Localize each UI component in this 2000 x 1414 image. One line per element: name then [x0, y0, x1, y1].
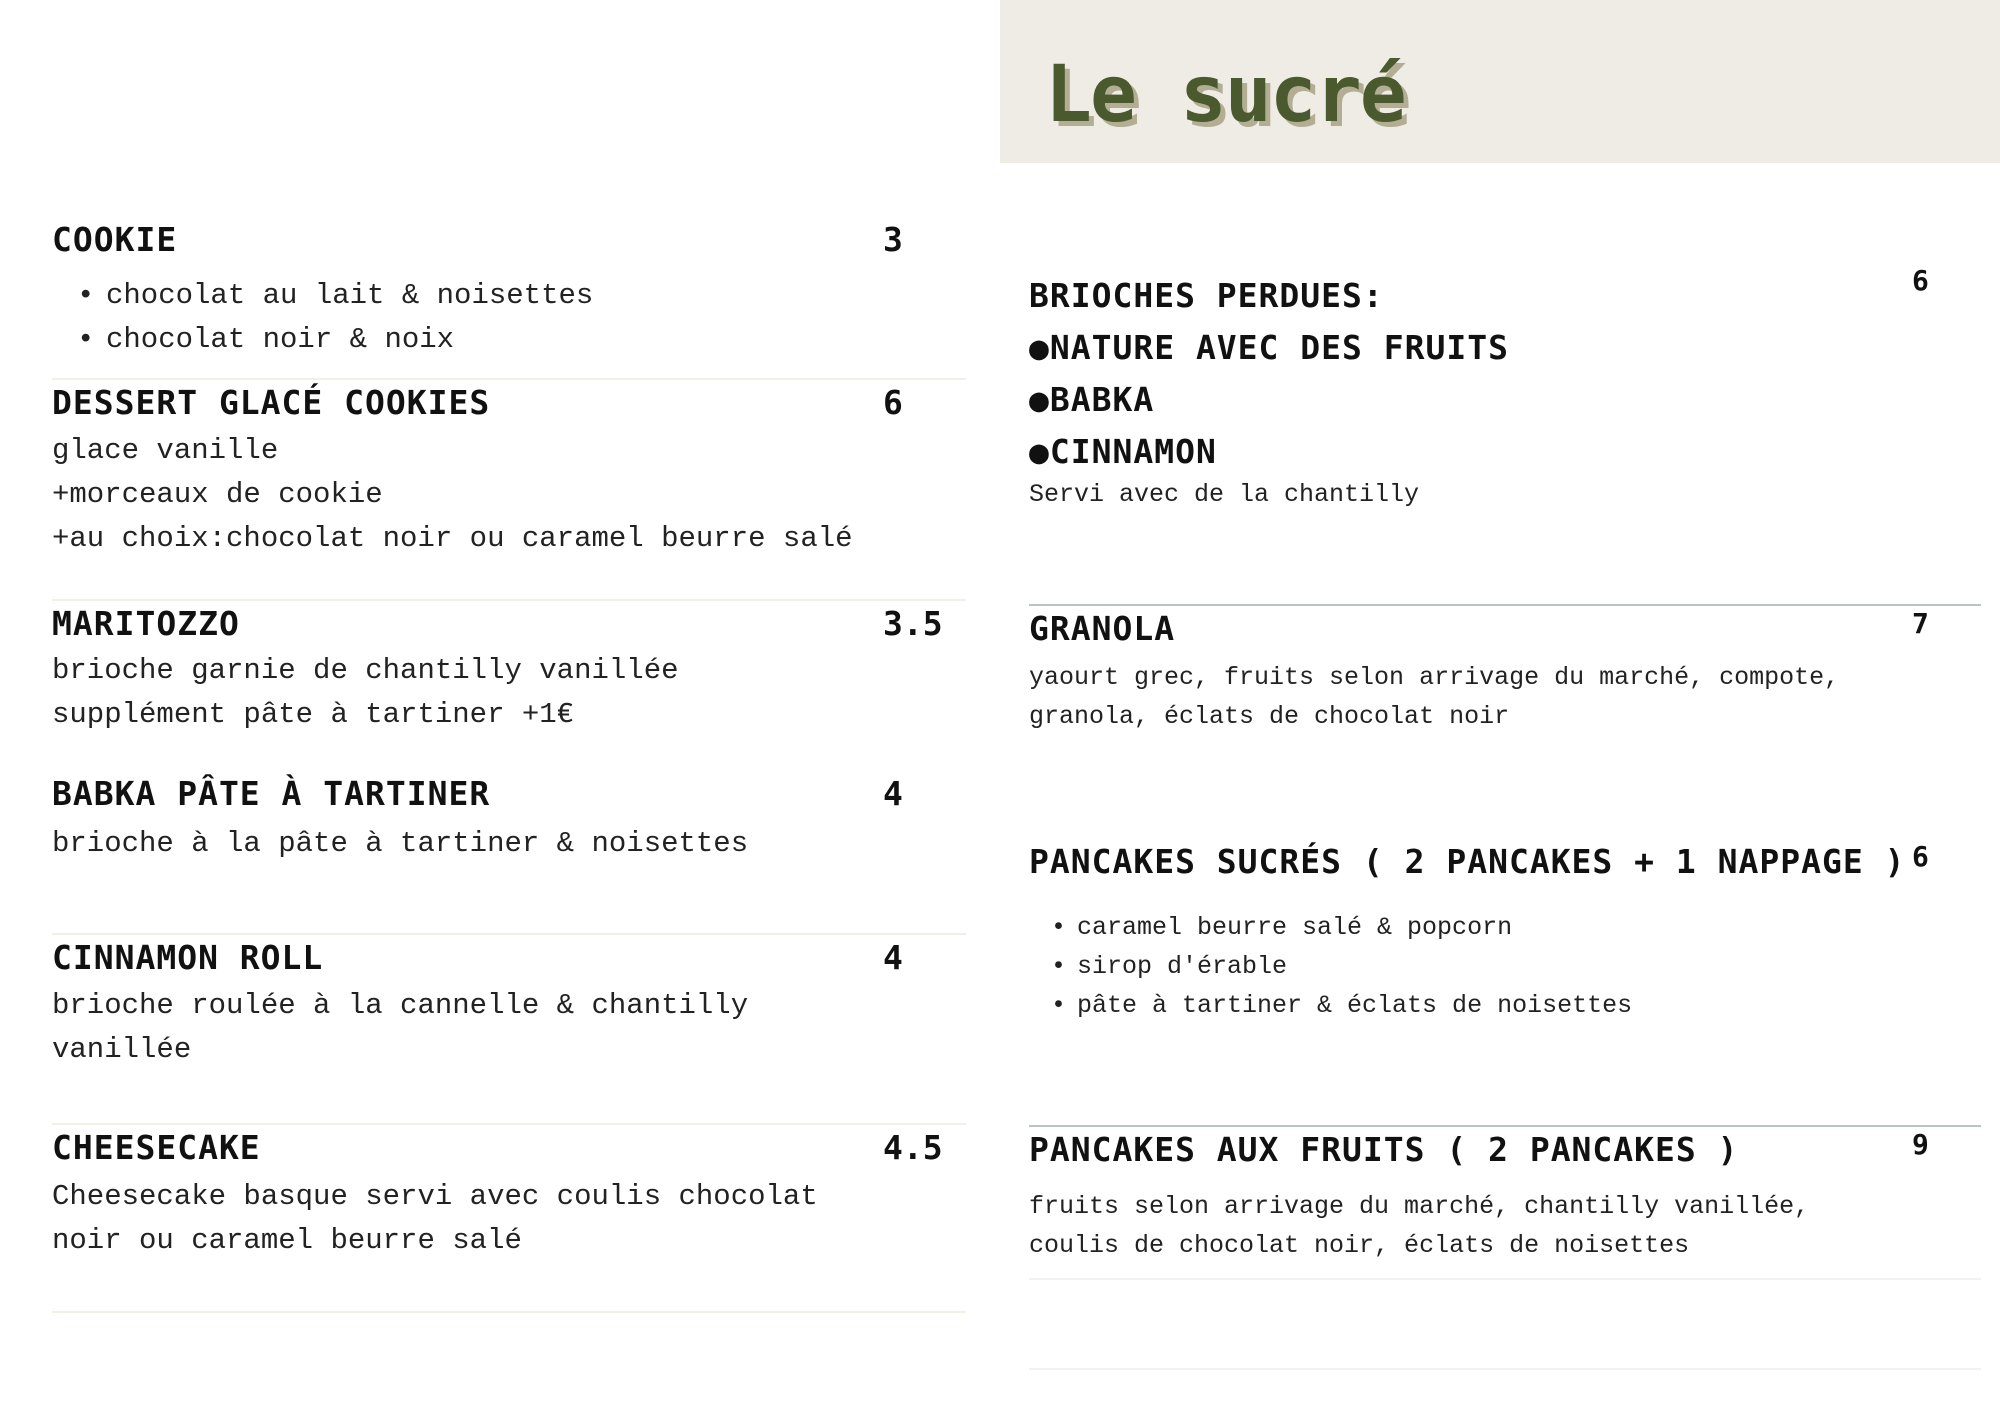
item-name [1029, 270, 1509, 478]
item-price: 6 [1912, 840, 1929, 873]
item-name: CINNAMON ROLL [52, 938, 324, 977]
divider [1029, 1125, 1981, 1127]
item-description [1029, 475, 1419, 514]
item-name: CHEESECAKE [52, 1128, 261, 1167]
item-description [52, 429, 853, 561]
divider [52, 378, 966, 380]
list-item: • caramel beurre salé & popcorn [1029, 908, 1632, 947]
divider [52, 933, 966, 935]
description-line: +au choix:chocolat noir ou caramel beurre salé [52, 522, 853, 555]
item-price: 4 [883, 938, 903, 977]
list-item: • chocolat noir & noix [52, 318, 593, 362]
description-line: brioche à la pâte à tartiner & noisettes [52, 827, 749, 860]
list-item: • sirop d'érable [1029, 947, 1632, 986]
item-description [52, 984, 748, 1072]
item-options [52, 274, 593, 362]
item-name: DESSERT GLACÉ COOKIES [52, 383, 491, 422]
description-line: brioche garnie de chantilly vanillée [52, 654, 679, 687]
item-price: 6 [883, 383, 903, 422]
description-line: Cheesecake basque servi avec coulis chocolat [52, 1180, 818, 1213]
description-line: supplément pâte à tartiner +1€ [52, 698, 575, 731]
item-name-line: ●NATURE AVEC DES FRUITS [1029, 328, 1509, 367]
divider [52, 599, 966, 601]
description-line: yaourt grec, fruits selon arrivage du marché, compote, [1029, 663, 1840, 692]
item-price: 3 [883, 220, 903, 259]
item-price: 4.5 [883, 1128, 943, 1167]
description-line: vanillée [52, 1033, 192, 1066]
item-name-line: BRIOCHES PERDUES: [1029, 276, 1384, 315]
divider [1029, 1278, 1981, 1280]
item-description [1029, 658, 1839, 736]
item-price: 4 [883, 774, 903, 813]
list-item: • pâte à tartiner & éclats de noisettes [1029, 986, 1632, 1025]
description-line: glace vanille [52, 434, 279, 467]
divider [1029, 604, 1981, 606]
item-name: COOKIE [52, 220, 178, 259]
list-item: • chocolat au lait & noisettes [52, 274, 593, 318]
item-name: PANCAKES SUCRÉS ( 2 PANCAKES + 1 NAPPAGE ) [1029, 842, 1906, 881]
item-price: 6 [1912, 264, 1929, 297]
item-price: 7 [1912, 607, 1929, 640]
description-line: brioche roulée à la cannelle & chantilly [52, 989, 749, 1022]
item-name: PANCAKES AUX FRUITS ( 2 PANCAKES ) [1029, 1130, 1739, 1169]
item-description [52, 1175, 818, 1263]
item-description [1029, 1187, 1809, 1265]
item-name-line: ●CINNAMON [1029, 432, 1217, 471]
item-price: 9 [1912, 1128, 1929, 1161]
description-line: granola, éclats de chocolat noir [1029, 702, 1510, 731]
page-title: Le sucré [1045, 50, 1405, 140]
item-options [1029, 908, 1632, 1025]
item-name: BABKA PÂTE À TARTINER [52, 774, 491, 813]
item-name: MARITOZZO [52, 604, 240, 643]
item-name-line: ●BABKA [1029, 380, 1155, 419]
description-line: coulis de chocolat noir, éclats de noisettes [1029, 1231, 1690, 1260]
divider [52, 1123, 966, 1125]
description-line: +morceaux de cookie [52, 478, 383, 511]
item-name: GRANOLA [1029, 609, 1176, 648]
item-description [52, 649, 679, 737]
item-description [52, 822, 748, 866]
item-price: 3.5 [883, 604, 943, 643]
description-line: Servi avec de la chantilly [1029, 480, 1420, 509]
description-line: noir ou caramel beurre salé [52, 1224, 522, 1257]
divider [1029, 1368, 1981, 1370]
divider [52, 1311, 966, 1313]
description-line: fruits selon arrivage du marché, chantilly vanillée, [1029, 1192, 1810, 1221]
